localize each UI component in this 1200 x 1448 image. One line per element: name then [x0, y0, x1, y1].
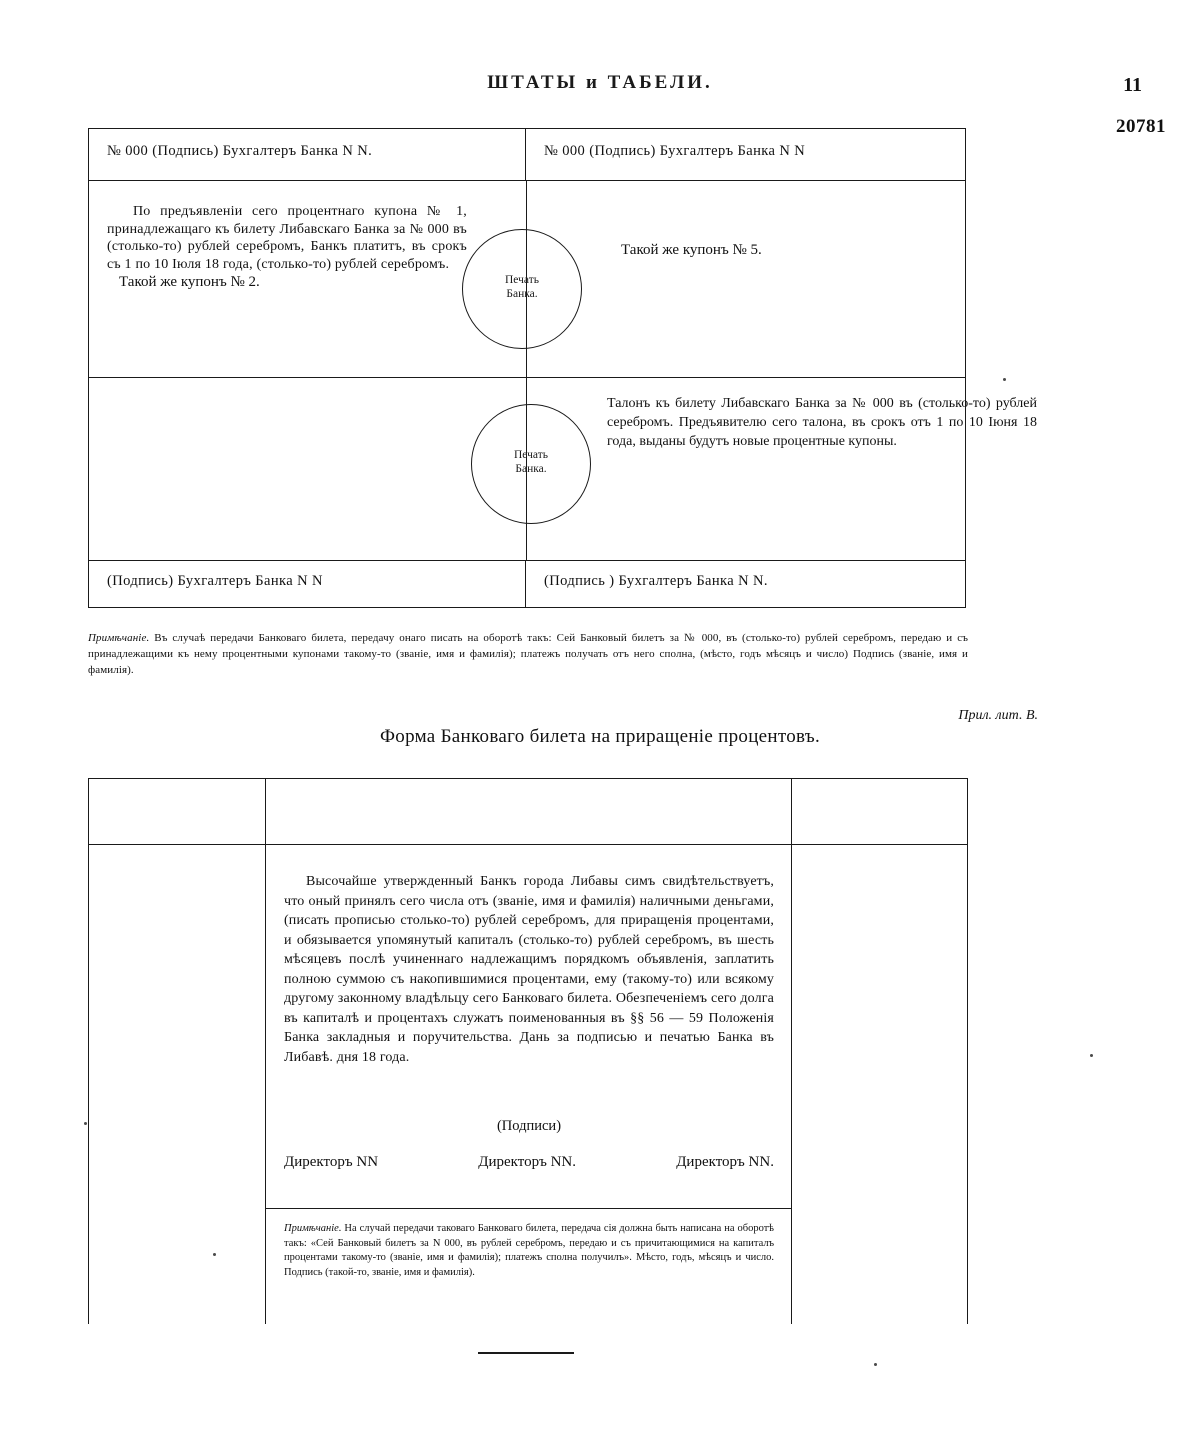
coupon-footer-left: (Подпись) Бухгалтеръ Банка N N: [89, 561, 526, 608]
seal-line-two: Банка.: [506, 288, 538, 300]
page-number: 11: [1123, 74, 1142, 96]
scan-speck: [1003, 378, 1006, 381]
ticket-frame-left-rule: [88, 778, 89, 1324]
coupon-header-left: № 000 (Подпись) Бухгалтеръ Банка N N.: [89, 129, 526, 180]
ticket-body-text: [284, 872, 774, 1067]
director-signature-2: Директоръ NN.: [478, 1154, 577, 1170]
ticket-frame-inner-left-rule: [265, 778, 266, 1324]
bank-seal-icon-second: [471, 404, 591, 524]
ticket-form-frame: [88, 778, 968, 1324]
ticket-frame-second-rule: [88, 844, 968, 845]
appendix-label: Прил. лит. В.: [958, 708, 1038, 723]
coupon-footer-right: (Подпись ) Бухгалтеръ Банка N N.: [544, 573, 768, 589]
bank-seal-icon: [462, 229, 582, 349]
scan-speck: [874, 1363, 877, 1366]
seal-line-two-b: Банка.: [515, 463, 547, 475]
ticket-body-paragraph: Высочайше утвержденный Банкъ города Либавы симъ свидѣтельствуетъ, что оный принялъ сего числа отъ (званіе, имя и фамилія) наличными деньгами, (писать прописью столько-то) рублей серебромъ, для приращенія процентами, и обязывается упомянутый капиталъ (столько-то) рублей серебромъ, въ шесть мѣсяцевъ послѣ учиненнаго надлежащимъ порядкомъ объявленія, заплатить полною суммою съ накопившимися процентами, ему (такому-то) или всякому другому законному владѣльцу сего Банковаго билета. Обезпеченіемъ сего долга въ капиталѣ и процентахъ служатъ поименованныя въ §§ 56 — 59 Положенія Банка закладныя и поручительства. Дань за подписью и печатью Банка въ Либавѣ. дня 18 года.: [284, 874, 774, 1065]
director-signature-3: Директоръ NN.: [676, 1154, 774, 1170]
coupon-text-five: Такой же купонъ № 5.: [621, 242, 762, 258]
coupon-form-table: [88, 128, 1037, 608]
ticket-directors-row: [284, 1154, 774, 1171]
coupon-talon-text: Талонъ къ билету Либавскаго Банка за № 000 въ (столько-то) рублей серебромъ. Предъявителю сего талона, въ срокъ отъ 1 по 10 Іюня 18 года, выданы будутъ новые процентные купоны.: [607, 396, 1037, 449]
ticket-signature-label: (Подписи): [496, 1118, 562, 1134]
ticket-frame-top-rule: [88, 778, 968, 779]
ticket-frame-right-rule: [967, 778, 968, 1324]
form-title: Форма Банковаго билета на приращеніе процентовъ.: [379, 726, 821, 747]
ticket-footnote-label: Примѣчаніе.: [284, 1223, 342, 1234]
director-signature-1: Директоръ NN: [284, 1154, 379, 1170]
bottom-rule: [478, 1352, 574, 1354]
footnote-label: Примѣчаніе.: [88, 632, 150, 644]
coupon-row-footer: [89, 561, 965, 608]
scan-speck: [213, 1253, 216, 1256]
ticket-footnote: [284, 1222, 774, 1280]
seal-line-one-b: Печать: [514, 449, 548, 461]
coupon-text-one: [107, 203, 467, 273]
seal-line-one: Печать: [505, 274, 539, 286]
coupon-footnote: [88, 630, 968, 678]
ticket-note-rule: [266, 1208, 791, 1209]
scan-speck: [84, 1122, 87, 1125]
coupon-text-one-body: По предъявленіи сего процентнаго купона № 1, принадлежащаго къ билету Либавскаго Банка за № 000 въ (столько-то) рублей серебромъ, Банкъ платитъ, въ срокъ съ 1 по 10 Іюля 18 года, (столько-то) рублей серебромъ.: [107, 204, 467, 272]
coupon-row-header: [89, 129, 965, 181]
ticket-footnote-text: На случай передачи таковаго Банковаго билета, передача сія должна быть написана на оборотѣ такъ: «Сей Банковый билетъ за N 000, въ рублей серебромъ, передаю и съ причитающимися на капиталъ процентами такому-то (званіе, имя и фамилія); платежъ сполна получилъ». Мѣсто, годъ, мѣсяцъ и число. Подпись (такой-то, званіе, имя и фамилія).: [284, 1223, 774, 1278]
coupon-text-two: Такой же купонъ № 2.: [119, 274, 260, 290]
document-number: 20781: [1116, 116, 1166, 137]
coupon-header-right: № 000 (Подпись) Бухгалтеръ Банка N N: [544, 143, 806, 159]
scan-speck: [1090, 1054, 1093, 1057]
running-head: ШТАТЫ и ТАБЕЛИ.: [487, 72, 713, 93]
footnote-text: Въ случаѣ передачи Банковаго билета, передачу онаго писать на оборотѣ такъ: Сей Банковый билетъ за № 000, въ (столько-то) рублей серебромъ, передаю и съ принадлежащими къ нему процентными купонами такому-то (званіе, имя и фамилія); платежъ получать отъ него сполна, (мѣсто, годъ мѣсяцъ и число) Подпись (званіе, имя и фамилія).: [88, 632, 968, 676]
ticket-frame-inner-right-rule: [791, 778, 792, 1324]
